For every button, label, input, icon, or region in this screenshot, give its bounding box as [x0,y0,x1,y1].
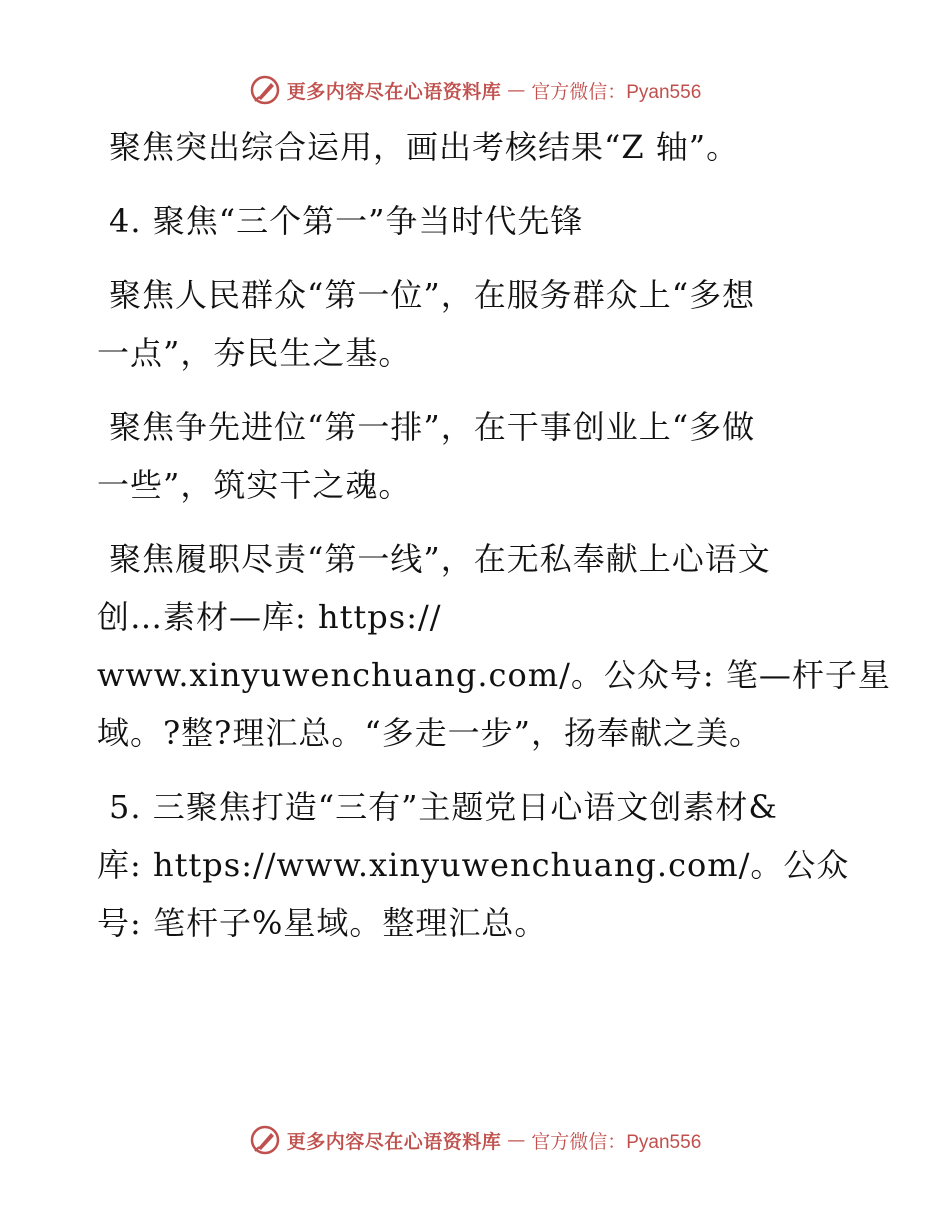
text-line: 号: 笔杆子%星域。整理汇总。 [97,904,548,942]
banner-content [249,1124,702,1156]
paragraph [97,266,837,382]
text-line: 一些”，筑实干之魂。 [97,466,412,504]
header-banner [0,72,950,108]
banner-separator: — [507,1129,526,1151]
banner-text: 更多内容尽在心语资料库 [286,1130,502,1153]
text-line: 库: https://www.xinyuwenchuang.com/。公众 [97,846,850,884]
text-line: 聚焦争先进位“第一排”，在干事创业上“多做 [109,408,756,446]
banner-text: 更多内容尽在心语资料库 [286,80,502,103]
banner-contact: 官方微信：Pyan556 [531,81,702,103]
text-line: 5. 三聚焦打造“三有”主题党日心语文创素材& [109,788,778,826]
text-line: 聚焦履职尽责“第一线”，在无私奉献上心语文 [109,540,771,578]
banner-contact: 官方微信：Pyan556 [531,1131,702,1153]
text-line: 4. 聚焦“三个第一”争当时代先锋 [109,202,584,240]
banner-content [249,74,702,106]
text-line: 聚焦突出综合运用，画出考核结果“Z 轴”。 [109,128,740,166]
banner-separator: — [507,79,526,101]
section-heading [97,192,837,250]
quill-pen-logo-icon [249,74,281,106]
text-line: 一点”，夯民生之基。 [97,334,412,372]
text-line: 创…素材—库: https:// [97,598,442,636]
paragraph [97,118,837,176]
text-line: www.xinyuwenchuang.com/。公众号: 笔—杆子星 [97,656,891,694]
quill-pen-logo-icon [249,1124,281,1156]
paragraph [97,530,891,762]
section-heading [97,778,850,952]
text-line: 域。?整?理汇总。“多走一步”，扬奉献之美。 [97,714,763,752]
document-body [97,118,891,952]
footer-banner [0,1122,950,1158]
text-line: 聚焦人民群众“第一位”，在服务群众上“多想 [109,276,756,314]
paragraph [97,398,837,514]
